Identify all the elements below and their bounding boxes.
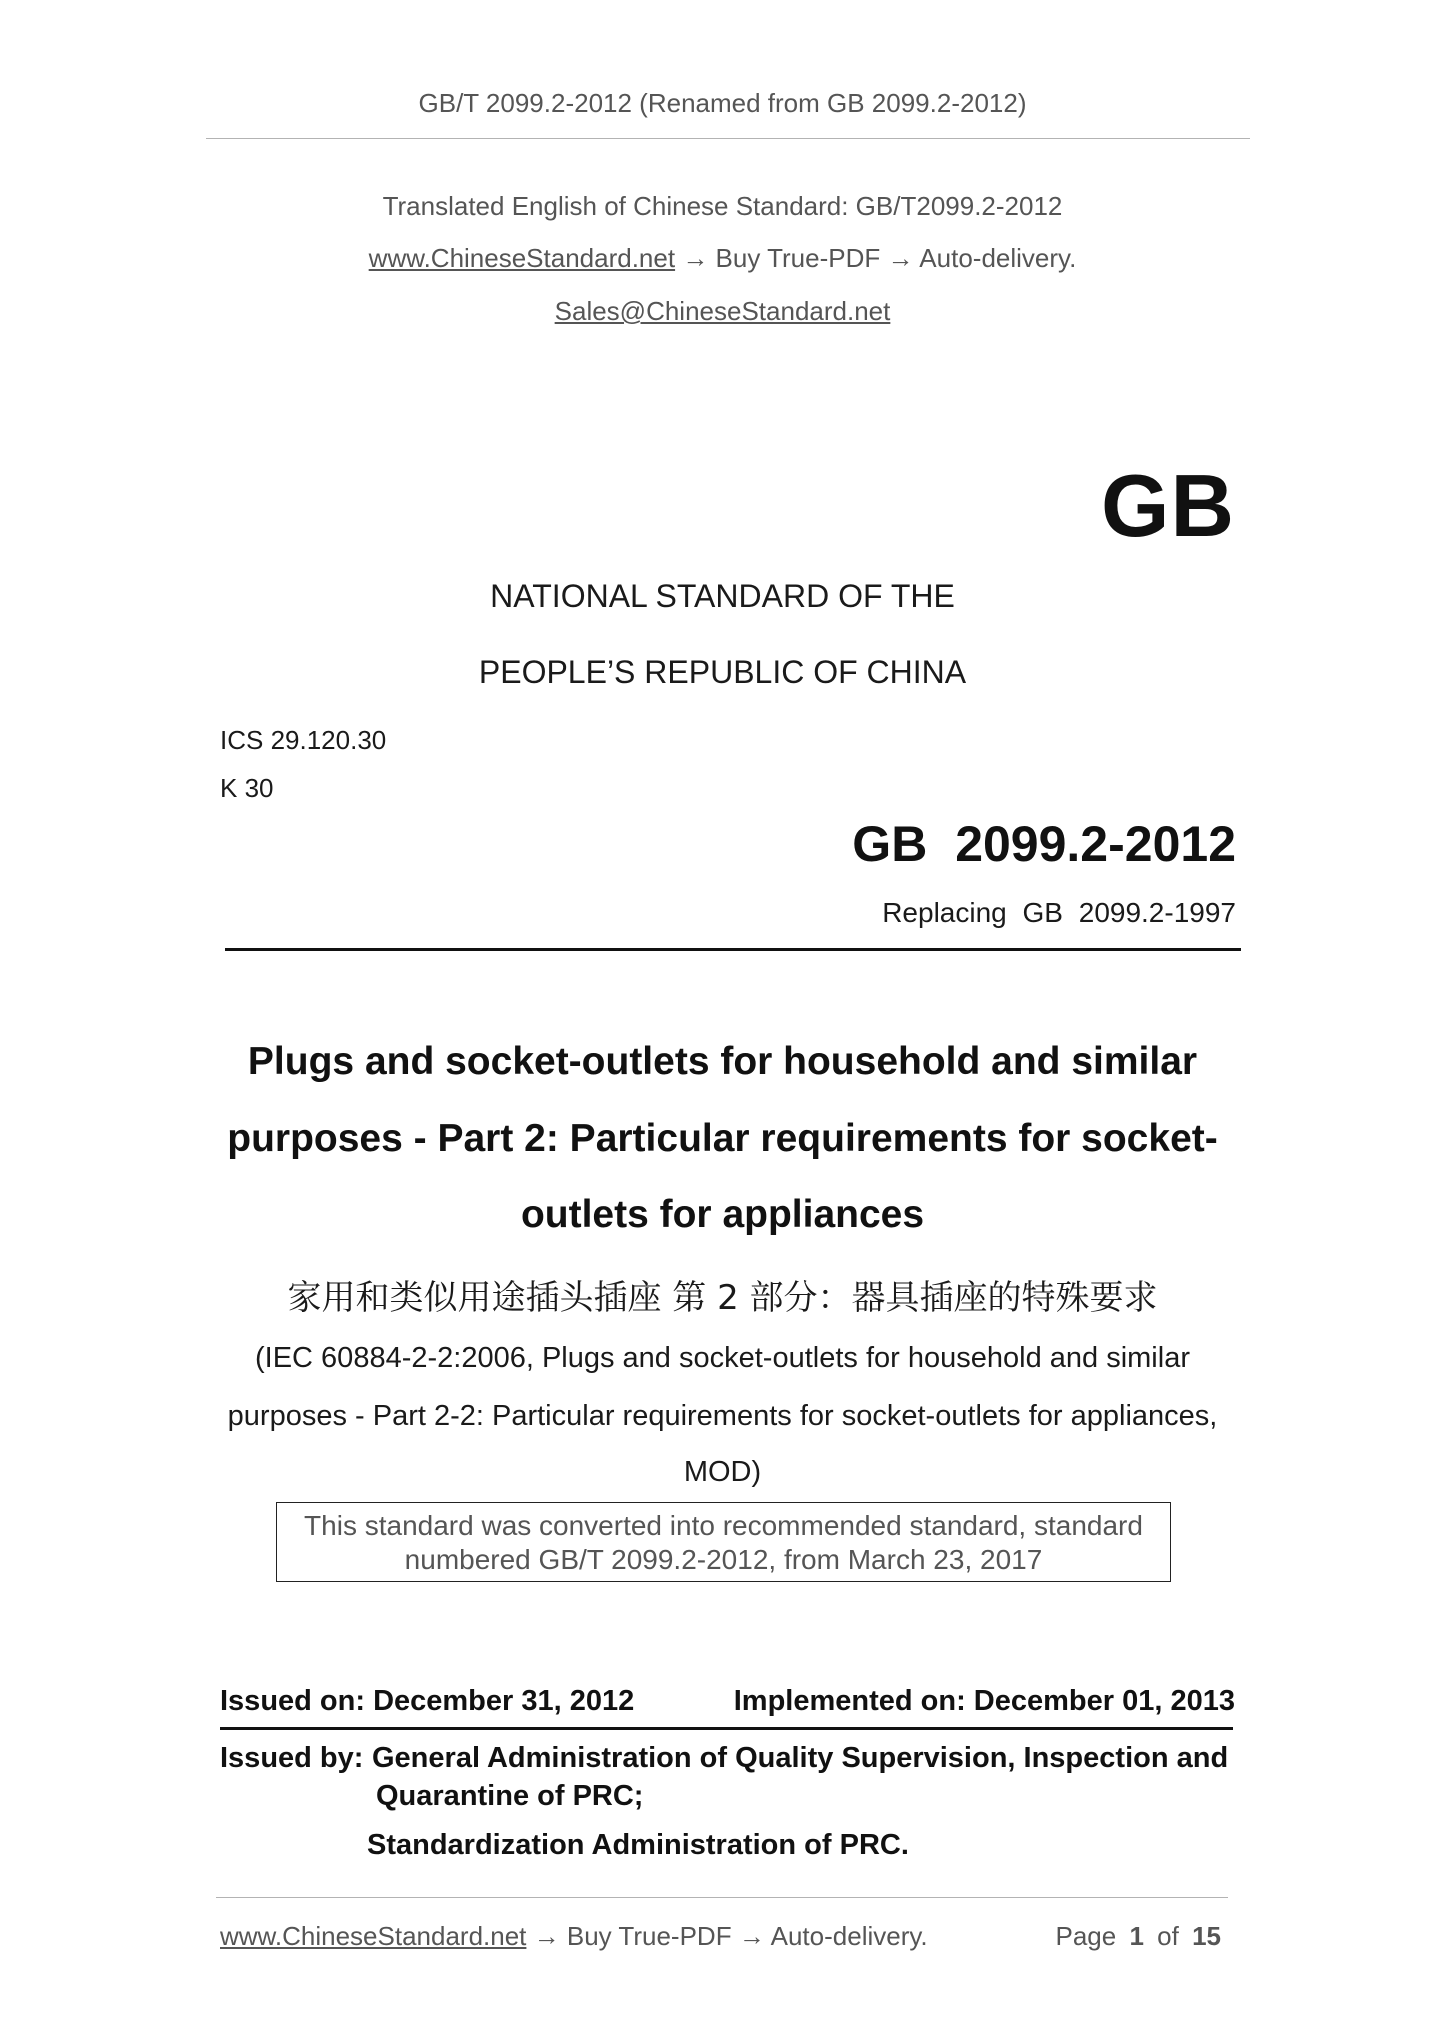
conversion-notice-line2: numbered GB/T 2099.2-2012, from March 23, 2017 bbox=[404, 1544, 1043, 1575]
of-label: of bbox=[1157, 1921, 1179, 1951]
arrow-right-icon: → bbox=[533, 1921, 560, 1951]
issued-by-line3: Standardization Administration of PRC. bbox=[367, 1829, 909, 1861]
iec-reference-line1: (IEC 60884-2-2:2006, Plugs and socket-outlets for household and similar bbox=[255, 1342, 1190, 1374]
issued-by-label: Issued by: bbox=[220, 1742, 364, 1774]
chinesestandard-site-link[interactable]: www.ChineseStandard.net bbox=[368, 243, 676, 273]
implemented-on-date: Implemented on: December 01, 2013 bbox=[733, 1685, 1235, 1717]
issued-by-line1: General Administration of Quality Supervision, Inspection and bbox=[372, 1742, 1229, 1774]
iec-reference-line3: MOD) bbox=[683, 1456, 762, 1488]
footer-site-link[interactable]: www.ChineseStandard.net bbox=[220, 1921, 527, 1951]
conversion-notice-box bbox=[276, 1502, 1171, 1582]
document-title-line1: Plugs and socket-outlets for household and similar bbox=[247, 1040, 1198, 1083]
page-label: Page bbox=[1055, 1921, 1117, 1951]
issued-by-line2: Quarantine of PRC; bbox=[376, 1780, 644, 1812]
footer-auto-text: Auto-delivery. bbox=[770, 1921, 928, 1951]
auto-delivery-text: Auto-delivery. bbox=[919, 243, 1077, 273]
dates-divider bbox=[220, 1727, 1233, 1730]
title-divider bbox=[225, 948, 1241, 951]
ccs-code: K 30 bbox=[220, 773, 274, 803]
page-total: 15 bbox=[1192, 1921, 1221, 1951]
header-divider bbox=[206, 138, 1250, 139]
arrow-right-icon: → bbox=[738, 1921, 765, 1951]
iec-reference-line2: purposes - Part 2-2: Particular requirements for socket-outlets for appliances, bbox=[227, 1400, 1218, 1432]
page-indicator bbox=[1055, 1921, 1221, 1952]
national-standard-heading-line2: PEOPLE’S REPUBLIC OF CHINA bbox=[478, 654, 967, 690]
issued-on-date: Issued on: December 31, 2012 bbox=[220, 1685, 635, 1717]
document-title-line3: outlets for appliances bbox=[520, 1193, 925, 1236]
buy-true-pdf-text: Buy True-PDF bbox=[715, 243, 881, 273]
running-header: GB/T 2099.2-2012 (Renamed from GB 2099.2-2012) bbox=[418, 88, 1027, 118]
standard-number: GB 2099.2-2012 bbox=[852, 816, 1236, 872]
national-standard-heading: NATIONAL STANDARD OF THE bbox=[490, 578, 955, 614]
ics-code: ICS 29.120.30 bbox=[220, 725, 387, 755]
sales-email-link[interactable]: Sales@ChineseStandard.net bbox=[554, 296, 891, 326]
footer-buy-text: Buy True-PDF bbox=[566, 1921, 732, 1951]
conversion-notice-line1: This standard was converted into recommended standard, standard bbox=[304, 1510, 1143, 1541]
replacing-standard: Replacing GB 2099.2-1997 bbox=[882, 897, 1236, 928]
arrow-right-icon: → bbox=[887, 243, 914, 273]
document-title-line2: purposes - Part 2: Particular requirements for socket- bbox=[227, 1117, 1218, 1160]
chinese-title: 家用和类似用途插头插座 第 2 部分：器具插座的特殊要求 bbox=[287, 1278, 1158, 1318]
footer-divider bbox=[216, 1897, 1228, 1898]
sales-email-line bbox=[0, 296, 1445, 327]
page-current: 1 bbox=[1129, 1921, 1144, 1951]
gb-logo: GB bbox=[1101, 456, 1235, 555]
translation-notice-line: Translated English of Chinese Standard: GB/T2099.2-2012 bbox=[382, 191, 1063, 221]
footer-links bbox=[220, 1921, 928, 1952]
translation-links-line bbox=[0, 243, 1445, 274]
arrow-right-icon: → bbox=[682, 243, 709, 273]
